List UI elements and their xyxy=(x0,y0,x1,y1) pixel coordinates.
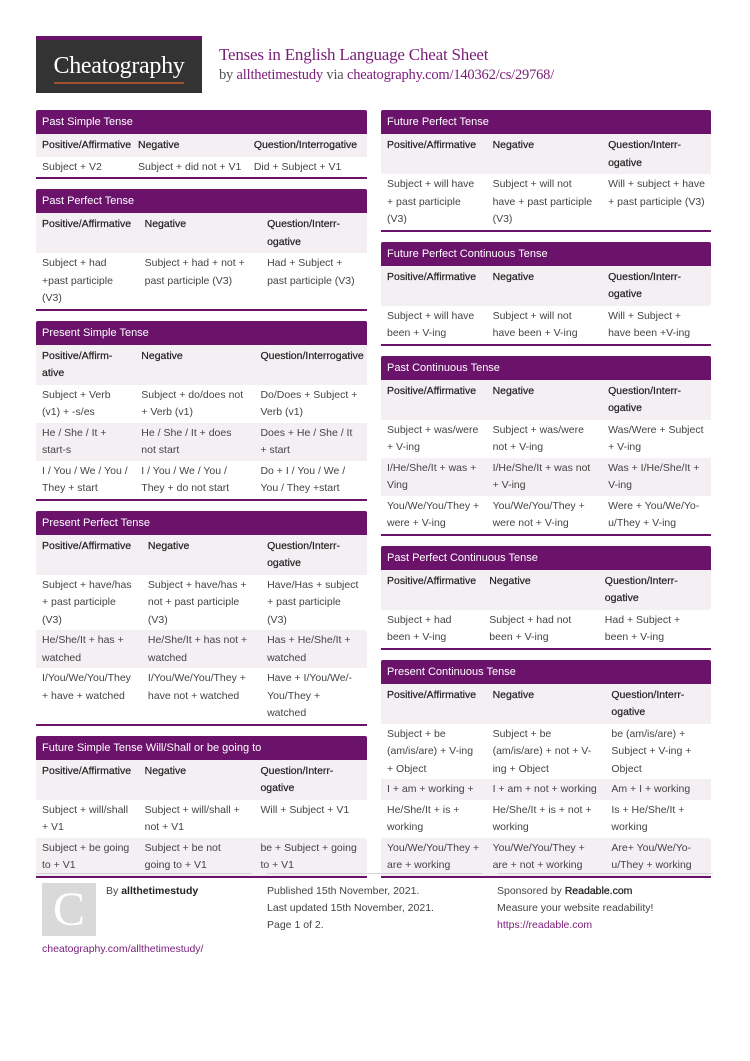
header-positive: Positive/Affirmative xyxy=(381,266,487,306)
header-question: Question/Interrogative xyxy=(602,380,711,420)
table-row xyxy=(36,461,367,499)
cell-positive: Subject + be (am/is/are) + V-ing + Object xyxy=(381,724,487,780)
footer-sponsor xyxy=(497,873,713,934)
footer-author-block xyxy=(36,873,252,963)
cell-positive: You/We/You/They + were + V-ing xyxy=(381,496,487,534)
header-positive: Positive/Affirmative xyxy=(36,213,139,253)
sponsor-tagline: Measure your website readability! xyxy=(497,902,654,914)
header-positive: Positive/Affirmative xyxy=(381,684,487,724)
cell-positive: Subject + will/shall + V1 xyxy=(36,800,139,838)
header-positive: Positive/Affirmative xyxy=(36,760,139,800)
title-block xyxy=(219,45,554,84)
cell-positive: I / You / We / You / They + start xyxy=(36,461,135,499)
cell-question: Is + He/She/It + working xyxy=(605,800,711,838)
section-future-perfect xyxy=(381,110,711,232)
header-question: Question/Interrogative xyxy=(261,213,367,253)
cell-question: Will + Subject + have been +V-ing xyxy=(602,306,711,344)
cell-negative: I/You/We/You/They + have not + watched xyxy=(142,668,261,724)
cell-negative: Subject + be not going to + V1 xyxy=(139,838,255,876)
sponsor-name: Readable.com xyxy=(564,885,633,897)
page-number: Page 1 of 2. xyxy=(267,919,324,931)
cell-question: Will + Subject + V1 xyxy=(254,800,367,838)
table-row xyxy=(36,253,367,309)
author-profile-link[interactable]: cheatography.com/allthetimestudy/ xyxy=(42,943,204,955)
cell-positive: Subject + V2 xyxy=(36,157,132,178)
section-title: Present Perfect Tense xyxy=(36,511,367,535)
table-row xyxy=(36,630,367,668)
cell-negative: You/We/You/They + were not + V-ing xyxy=(487,496,603,534)
cell-negative: Subject + did not + V1 xyxy=(132,157,248,178)
section-past-simple xyxy=(36,110,367,179)
updated-date: Last updated 15th November, 2021. xyxy=(267,902,434,914)
table-row xyxy=(381,458,711,496)
cell-negative: I + am + not + working xyxy=(487,779,606,800)
header-question: Question/Interrogative xyxy=(248,134,367,157)
section-present-perfect xyxy=(36,511,367,726)
table-row xyxy=(36,668,367,724)
table-header-row xyxy=(381,380,711,420)
cell-negative: I/He/She/It + was not + V-ing xyxy=(487,458,603,496)
table-row xyxy=(381,174,711,230)
header-positive: Positive/Affirmative xyxy=(36,345,135,385)
header-positive: Positive/Affirmative xyxy=(381,134,487,174)
left-column xyxy=(36,110,367,888)
header-negative: Negative xyxy=(139,760,255,800)
cell-positive: I/You/We/You/They + have + watched xyxy=(36,668,142,724)
cell-negative: I / You / We / You / They + do not start xyxy=(135,461,254,499)
table-row xyxy=(381,779,711,800)
cell-negative: Subject + had + not + past participle (V3) xyxy=(139,253,261,309)
table-header-row xyxy=(36,760,367,800)
table-row xyxy=(36,385,367,423)
header-negative: Negative xyxy=(142,535,261,575)
header-question: Question/Interrogative xyxy=(254,760,367,800)
cell-positive: Subject + will have + past participle (V3) xyxy=(381,174,487,230)
logo-underline xyxy=(54,82,184,84)
tense-table xyxy=(381,266,711,344)
cell-question: Had + Subject + past participle (V3) xyxy=(261,253,367,309)
footer-byline xyxy=(106,883,198,900)
cell-positive: I/He/She/It + was + Ving xyxy=(381,458,487,496)
footer-author-name[interactable]: allthetimestudy xyxy=(121,885,199,897)
table-row xyxy=(36,800,367,838)
cell-question: Has + He/She/It + watched xyxy=(261,630,367,668)
section-future-simple xyxy=(36,736,367,878)
sponsored-prefix: Sponsored by xyxy=(497,885,562,897)
table-header-row xyxy=(381,266,711,306)
header-negative: Negative xyxy=(135,345,254,385)
tense-table xyxy=(381,134,711,230)
logo-text: Cheatography xyxy=(53,53,185,79)
section-title: Future Perfect Tense xyxy=(381,110,711,134)
cell-positive: Subject + was/were + V-ing xyxy=(381,420,487,458)
cell-question: Are+ You/We/You/They + working xyxy=(605,838,711,876)
section-title: Past Perfect Tense xyxy=(36,189,367,213)
cell-positive: You/We/You/They + are + working xyxy=(381,838,487,876)
table-row xyxy=(381,610,711,648)
table-row xyxy=(381,800,711,838)
section-past-continuous xyxy=(381,356,711,536)
published-date: Published 15th November, 2021. xyxy=(267,885,420,897)
tense-table xyxy=(381,380,711,534)
cell-positive: He / She / It + start-s xyxy=(36,423,135,461)
sponsor-link[interactable]: https://readable.com xyxy=(497,919,593,931)
tense-table xyxy=(36,134,367,177)
table-header-row xyxy=(36,345,367,385)
cell-positive: Subject + be going to + V1 xyxy=(36,838,139,876)
byline-via: via xyxy=(326,67,344,83)
cell-question: Did + Subject + V1 xyxy=(248,157,367,178)
section-title: Present Continuous Tense xyxy=(381,660,711,684)
section-present-continuous xyxy=(381,660,711,878)
byline-prefix: by xyxy=(219,67,234,83)
cell-negative: Subject + was/were not + V-ing xyxy=(487,420,603,458)
sponsor-line xyxy=(497,883,713,900)
header-question: Question/Interrogative xyxy=(605,684,711,724)
table-row xyxy=(381,724,711,780)
cell-question: be (am/is/are) + Subject + V-ing + Object xyxy=(605,724,711,780)
cell-question: Do + I / You / We / You / They +start xyxy=(254,461,367,499)
cell-positive: He/She/It + has + watched xyxy=(36,630,142,668)
page-title: Tenses in English Language Cheat Sheet xyxy=(219,45,489,64)
cell-question: Have + I/You/We/You/They + watched xyxy=(261,668,367,724)
cell-question: Does + He / She / It + start xyxy=(254,423,367,461)
cheatography-logo[interactable] xyxy=(36,36,202,93)
cell-question: Was + I/He/She/It + V-ing xyxy=(602,458,711,496)
cell-question: be + Subject + going to + V1 xyxy=(254,838,367,876)
cell-positive: I + am + working + xyxy=(381,779,487,800)
header-question: Question/Interrogative xyxy=(602,134,711,174)
cell-question: Had + Subject + been + V-ing xyxy=(599,610,711,648)
section-past-perfect-continuous xyxy=(381,546,711,650)
section-past-perfect xyxy=(36,189,367,311)
header-question: Question/Interrogative xyxy=(602,266,711,306)
sheet-url-link[interactable]: cheatography.com/140362/cs/29768/ xyxy=(346,67,555,83)
section-title: Past Continuous Tense xyxy=(381,356,711,380)
cell-positive: Subject + Verb (v1) + -s/es xyxy=(36,385,135,423)
cell-negative: Subject + do/does not + Verb (v1) xyxy=(135,385,254,423)
tense-table xyxy=(36,760,367,876)
tense-table xyxy=(381,570,711,648)
cell-question: Do/Does + Subject + Verb (v1) xyxy=(254,385,367,423)
table-row xyxy=(36,838,367,876)
header-positive: Positive/Affirmative xyxy=(381,570,483,610)
avatar-letter: C xyxy=(52,883,85,936)
section-future-perfect-continuous xyxy=(381,242,711,346)
table-row xyxy=(36,157,367,178)
cell-negative: Subject + have/has + not + past participle (V3) xyxy=(142,575,261,631)
cell-negative: Subject + had not been + V-ing xyxy=(483,610,599,648)
cell-question: Am + I + working xyxy=(605,779,711,800)
header-question: Question/Interrogative xyxy=(261,535,367,575)
cell-negative: You/We/You/They + are + not + working xyxy=(487,838,606,876)
cell-positive: Subject + will have been + V-ing xyxy=(381,306,487,344)
header-negative: Negative xyxy=(139,213,261,253)
footer-publish-info xyxy=(267,873,483,934)
table-row xyxy=(381,496,711,534)
right-column xyxy=(381,110,711,888)
tense-table xyxy=(36,535,367,724)
cell-negative: He / She / It + does not start xyxy=(135,423,254,461)
header-negative: Negative xyxy=(487,684,606,724)
cell-negative: Subject + will not have + past participle (V3) xyxy=(487,174,603,230)
tense-table xyxy=(36,213,367,309)
avatar[interactable] xyxy=(42,883,96,936)
header-negative: Negative xyxy=(483,570,599,610)
cell-question: Were + You/We/You/They + V-ing xyxy=(602,496,711,534)
byline xyxy=(219,67,554,84)
section-title: Present Simple Tense xyxy=(36,321,367,345)
section-title: Future Simple Tense Will/Shall or be going to xyxy=(36,736,367,760)
tense-table xyxy=(36,345,367,499)
table-header-row xyxy=(36,535,367,575)
table-row xyxy=(381,420,711,458)
header-negative: Negative xyxy=(132,134,248,157)
section-present-simple xyxy=(36,321,367,501)
table-row xyxy=(36,423,367,461)
cell-positive: Subject + had +past participle (V3) xyxy=(36,253,139,309)
cell-positive: He/She/It + is + working xyxy=(381,800,487,838)
header-negative: Negative xyxy=(487,380,603,420)
author-link[interactable]: allthetimestudy xyxy=(236,67,323,83)
cell-negative: Subject + will/shall + not + V1 xyxy=(139,800,255,838)
table-header-row xyxy=(381,684,711,724)
header-question: Question/Interrogative xyxy=(599,570,711,610)
cell-negative: Subject + will not have been + V-ing xyxy=(487,306,603,344)
cell-negative: He/She/It + has not + watched xyxy=(142,630,261,668)
table-header-row xyxy=(36,134,367,157)
header-question: Question/Interrogative xyxy=(254,345,367,385)
header-positive: Positive/Affirmative xyxy=(36,535,142,575)
table-header-row xyxy=(381,570,711,610)
cell-negative: He/She/It + is + not + working xyxy=(487,800,606,838)
page-header xyxy=(36,36,716,94)
header-positive: Positive/Affirmative xyxy=(381,380,487,420)
cell-positive: Subject + had been + V-ing xyxy=(381,610,483,648)
section-title: Past Perfect Continuous Tense xyxy=(381,546,711,570)
by-label: By xyxy=(106,885,119,897)
table-row xyxy=(381,838,711,876)
header-negative: Negative xyxy=(487,266,603,306)
table-header-row xyxy=(36,213,367,253)
cell-question: Will + subject + have + past participle (V3) xyxy=(602,174,711,230)
header-positive: Positive/Affirmative xyxy=(36,134,132,157)
cell-question: Was/Were + Subject + V-ing xyxy=(602,420,711,458)
table-header-row xyxy=(381,134,711,174)
header-negative: Negative xyxy=(487,134,603,174)
cell-question: Have/Has + subject + past participle (V3) xyxy=(261,575,367,631)
table-row xyxy=(36,575,367,631)
section-title: Future Perfect Continuous Tense xyxy=(381,242,711,266)
cell-positive: Subject + have/has + past participle (V3) xyxy=(36,575,142,631)
section-title: Past Simple Tense xyxy=(36,110,367,134)
cell-negative: Subject + be (am/is/are) + not + V-ing + Object xyxy=(487,724,606,780)
tense-table xyxy=(381,684,711,876)
table-row xyxy=(381,306,711,344)
